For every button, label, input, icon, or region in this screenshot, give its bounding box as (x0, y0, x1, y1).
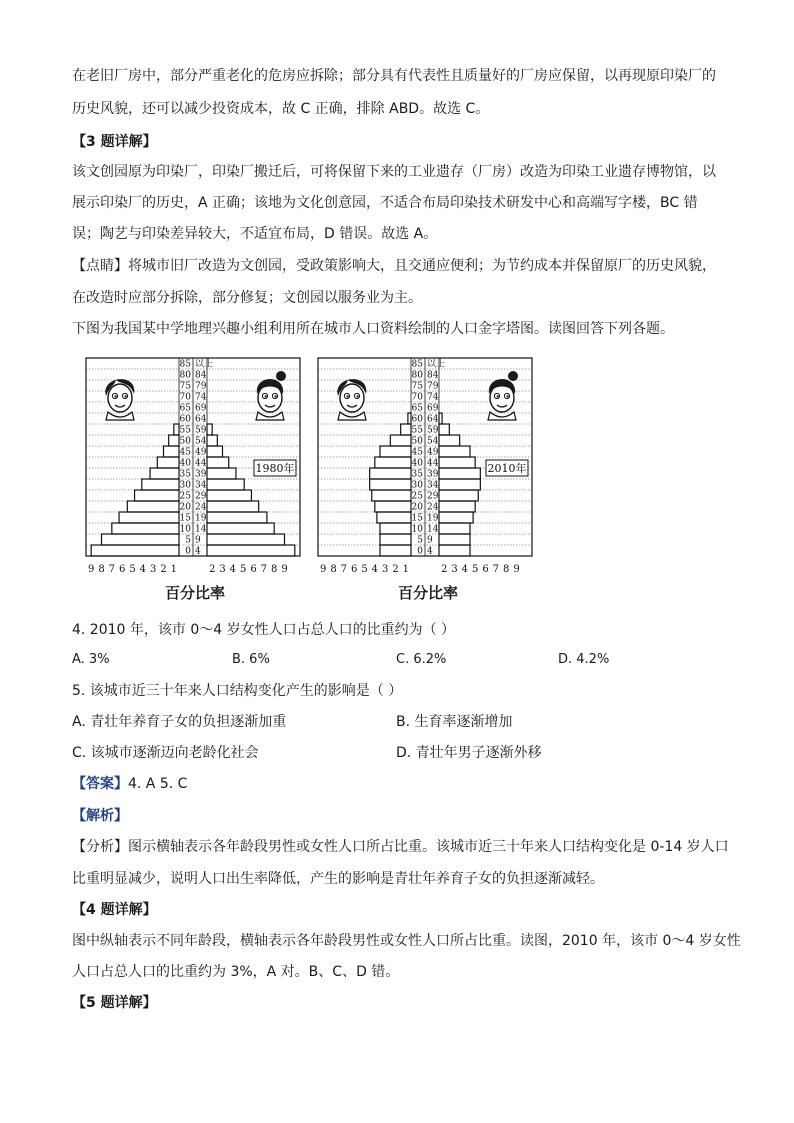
age-label-high: 64 (195, 414, 207, 425)
age-label-high: 49 (427, 447, 439, 458)
x-tick-label: 2 (208, 564, 216, 575)
age-label-low: 15 (411, 513, 423, 524)
age-label-low: 55 (179, 425, 191, 436)
analysis-line: 【分析】图示横轴表示各年龄段男性或女性人口所占比重。该城市近三十年来人口结构变化是 0-14 岁人口 (72, 839, 729, 855)
x-tick-label: 6 (350, 564, 358, 575)
age-label-high: 以上 (195, 359, 214, 370)
age-label-high: 44 (195, 458, 207, 469)
analysis-line: 比重明显减少，说明人口出生率降低，产生的影响是青壮年养育子女的负担逐渐减轻。 (72, 871, 604, 887)
age-label-low: 60 (411, 414, 423, 425)
age-label-low: 60 (179, 414, 191, 425)
intro-line: 下图为我国某中学地理兴趣小组利用所在城市人口资料绘制的人口金字塔图。读图回答下列各题。 (72, 321, 674, 337)
q5-option-a: A. 青壮年养育子女的负担逐渐加重 (72, 714, 287, 730)
age-label-high: 以上 (427, 359, 446, 370)
age-label-low: 65 (179, 403, 191, 414)
age-label-low: 80 (179, 370, 191, 381)
x-tick-label: 2 (160, 564, 167, 575)
section-heading-4: 【4 题详解】 (72, 902, 157, 918)
age-label-high: 29 (427, 491, 439, 502)
age-label-low: 85 (411, 359, 423, 370)
paragraph-line: 误；陶艺与印染差异较大，不适宜布局，D 错误。故选 A。 (72, 226, 438, 242)
age-label-low: 20 (179, 502, 191, 513)
x-tick-label: 5 (471, 564, 479, 575)
age-label-high: 69 (427, 403, 439, 414)
age-label-high: 34 (195, 480, 207, 491)
q4-option-d: D. 4.2% (558, 652, 610, 667)
age-label-low: 80 (411, 370, 423, 381)
section-heading-5: 【5 题详解】 (72, 995, 157, 1011)
x-tick-label: 8 (502, 564, 510, 575)
x-tick-label: 6 (250, 564, 257, 575)
age-label-high: 39 (195, 469, 207, 480)
age-label-high: 84 (427, 370, 439, 381)
age-label-low: 35 (411, 469, 423, 480)
x-tick-label: 9 (281, 564, 288, 575)
q5-option-d: D. 青壮年男子逐渐外移 (396, 745, 542, 761)
age-label-low: 25 (179, 491, 191, 502)
q4-option-b: B. 6% (232, 652, 270, 667)
age-label-low: 45 (179, 447, 191, 458)
age-label-low: 20 (411, 502, 423, 513)
age-label-low: 25 (411, 491, 423, 502)
year-label: 1980年 (255, 462, 295, 475)
age-label-high: 4 (195, 546, 201, 557)
x-tick-label: 8 (98, 564, 105, 575)
age-label-low: 75 (179, 381, 191, 392)
pyramid-chart-2010 (316, 356, 534, 578)
x-tick-label: 5 (239, 564, 247, 575)
age-label-high: 74 (195, 392, 207, 403)
age-label-low: 40 (411, 458, 423, 469)
x-tick-label: 8 (270, 564, 278, 575)
age-label-high: 44 (427, 458, 439, 469)
answer-text: 4. A 5. C (128, 776, 188, 792)
age-label-high: 59 (195, 425, 207, 436)
x-tick-label: 9 (87, 564, 95, 575)
q5-option-c: C. 该城市逐渐迈向老龄化社会 (72, 745, 259, 761)
age-label-low: 70 (179, 392, 191, 403)
x-tick-label: 1 (170, 564, 178, 575)
x-tick-label: 7 (492, 564, 500, 575)
age-label-low: 35 (179, 469, 191, 480)
age-label-high: 69 (195, 403, 207, 414)
age-label-high: 74 (427, 392, 439, 403)
age-label-high: 24 (195, 502, 207, 513)
age-label-high: 9 (195, 535, 201, 546)
age-label-high: 39 (427, 469, 439, 480)
x-tick-label: 6 (482, 564, 489, 575)
year-label: 2010年 (487, 462, 527, 475)
x-tick-label: 9 (319, 564, 327, 575)
x-tick-label: 4 (229, 564, 237, 575)
paragraph-line: 展示印染厂的历史，A 正确；该地为文化创意园，不适合布局印染技术研发中心和高端写字楼，BC 错 (72, 195, 698, 211)
age-label-high: 84 (195, 370, 207, 381)
x-tick-label: 2 (392, 564, 399, 575)
age-label-high: 79 (195, 381, 207, 392)
x-tick-label: 3 (381, 564, 389, 575)
detail-line: 人口占总人口的比重约为 3%，A 对。B、C、D 错。 (72, 964, 400, 980)
age-label-low: 10 (179, 524, 191, 535)
age-label-high: 54 (427, 436, 439, 447)
x-tick-label: 7 (108, 564, 116, 575)
paragraph-line: 【点睛】将城市旧厂改造为文创园，受政策影响大，且交通应便利；为节约成本并保留原厂的历史风貌， (72, 258, 716, 274)
x-tick-label: 8 (330, 564, 337, 575)
x-tick-label: 4 (139, 564, 147, 575)
age-label-low: 15 (179, 513, 191, 524)
age-label-low: 5 (417, 535, 423, 546)
paragraph-line: 在老旧厂房中，部分严重老化的危房应拆除；部分具有代表性且质量好的厂房应保留，以再现原印染厂的 (72, 68, 716, 84)
paragraph-line: 在改造时应部分拆除，部分修复；文创园以服务业为主。 (72, 290, 422, 306)
section-heading-3: 【3 题详解】 (72, 134, 157, 150)
age-label-high: 29 (195, 491, 207, 502)
age-label-low: 0 (417, 546, 423, 557)
answer-label: 【答案】 (72, 776, 128, 792)
age-label-low: 75 (411, 381, 423, 392)
age-label-high: 9 (427, 535, 433, 546)
x-tick-label: 2 (440, 564, 448, 575)
x-tick-label: 7 (260, 564, 268, 575)
age-label-high: 14 (195, 524, 207, 535)
question-5: 5. 该城市近三十年来人口结构变化产生的影响是（ ） (72, 683, 403, 699)
age-label-high: 79 (427, 381, 439, 392)
q4-option-c: C. 6.2% (396, 652, 447, 667)
x-tick-label: 3 (451, 564, 458, 575)
age-label-high: 59 (427, 425, 439, 436)
q4-option-a: A. 3% (72, 652, 110, 667)
age-label-low: 45 (411, 447, 423, 458)
paragraph-line: 该文创园原为印染厂，印染厂搬迁后，可将保留下来的工业遗存（厂房）改造为印染工业遗存博物馆，以 (72, 164, 716, 180)
pyramid-chart-1980 (84, 356, 302, 578)
x-tick-label: 3 (219, 564, 226, 575)
q5-option-b: B. 生育率逐渐增加 (396, 714, 513, 730)
age-label-low: 30 (411, 480, 423, 491)
age-label-high: 19 (427, 513, 439, 524)
age-label-high: 14 (427, 524, 439, 535)
age-label-high: 4 (427, 546, 433, 557)
age-label-low: 85 (179, 359, 191, 370)
age-label-low: 0 (185, 546, 191, 557)
x-tick-label: 1 (402, 564, 410, 575)
age-label-low: 10 (411, 524, 423, 535)
age-label-high: 54 (195, 436, 207, 447)
x-axis-caption-1980: 百分比率 (165, 584, 226, 602)
age-label-low: 70 (411, 392, 423, 403)
age-label-low: 30 (179, 480, 191, 491)
age-label-high: 64 (427, 414, 439, 425)
x-tick-label: 4 (371, 564, 379, 575)
x-tick-label: 6 (118, 564, 126, 575)
paragraph-line: 历史风貌，还可以减少投资成本，故 C 正确，排除 ABD。故选 C。 (72, 101, 490, 117)
x-tick-label: 5 (361, 564, 368, 575)
age-label-low: 65 (411, 403, 423, 414)
answer-line (72, 774, 187, 794)
age-label-low: 55 (411, 425, 423, 436)
x-tick-label: 4 (461, 564, 469, 575)
x-tick-label: 5 (129, 564, 136, 575)
age-label-high: 49 (195, 447, 207, 458)
age-label-low: 5 (185, 535, 191, 546)
x-tick-label: 9 (513, 564, 520, 575)
age-label-low: 50 (179, 436, 191, 447)
question-4: 4. 2010 年，该市 0～4 岁女性人口占总人口的比重约为（ ） (72, 622, 456, 638)
age-label-high: 24 (427, 502, 439, 513)
age-label-low: 40 (179, 458, 191, 469)
analysis-label: 【解析】 (72, 808, 128, 824)
age-label-high: 34 (427, 480, 439, 491)
age-label-low: 50 (411, 436, 423, 447)
detail-line: 图中纵轴表示不同年龄段，横轴表示各年龄段男性或女性人口所占比重。读图，2010 年，该市 0～4 岁女性 (72, 933, 741, 949)
x-axis-caption-2010: 百分比率 (398, 584, 459, 602)
x-tick-label: 7 (340, 564, 348, 575)
age-label-high: 19 (195, 513, 207, 524)
x-tick-label: 3 (149, 564, 157, 575)
